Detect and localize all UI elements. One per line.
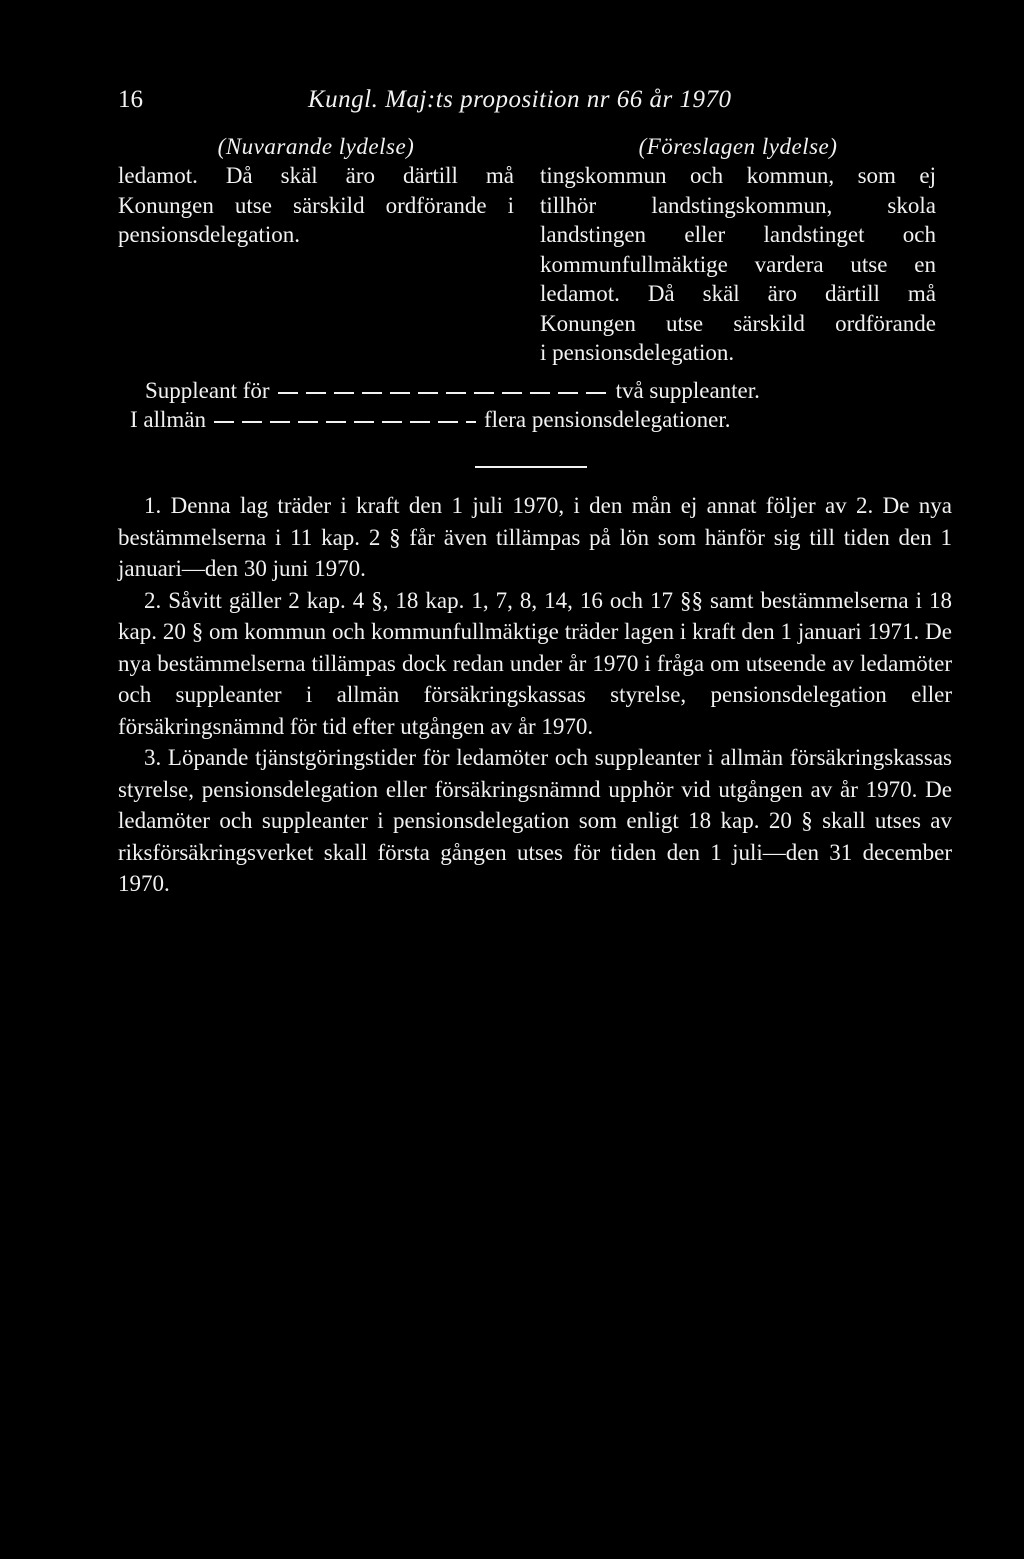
text-line: kommunfullmäktige vardera utse en [540,251,936,277]
row-end-text: flera pensionsdelegationer. [484,407,731,432]
text-line: pensionsdelegation. [118,222,301,247]
text-line: Konungen utse särskild ordförande [540,310,936,336]
text-line: ledamot. Då skäl äro därtill må [118,163,514,188]
dash-leader [278,392,608,394]
spanning-row-allman [130,405,731,434]
row-start-text: Suppleant för [145,378,270,403]
section-divider [475,466,587,468]
text-line: Konungen utse särskild ordförande i [118,192,514,218]
running-title: Kungl. Maj:ts proposition nr 66 år 1970 [308,86,732,113]
row-end-text: två suppleanter. [615,378,760,403]
page-header [118,86,918,120]
provision-paragraph: 1. Denna lag träder i kraft den 1 juli 1970, i den mån ej annat följer av 2. De nya bestämmelserna i 11 kap. 2 § får även tillämpas på lön som hänför sig till tiden den 1 januari—den 30 juni 1970. [118,493,952,581]
transitional-provisions [118,490,952,900]
column-heading-current: (Nuvarande lydelse) [217,134,415,159]
column-current-wording [118,132,514,250]
column-heading-proposed: (Föreslagen lydelse) [638,134,838,159]
text-line: landstingen eller landstinget och [540,222,936,247]
column-proposed-wording [540,132,936,368]
provision-paragraph: 3. Löpande tjänstgöringstider för ledamöter och suppleanter i allmän försäkringskassas styrelse, pensionsdelegation eller försäkringsnämnd upphör vid utgången av år 1970. De ledamöter och suppleanter i pensionsdelegation som enligt 18 kap. 20 § skall utses av riksförsäkringsverket skall första gången utses för tiden den 1 juli—den 31 december 1970. [118,745,952,896]
spanning-row-suppleant [145,376,760,405]
text-line: tingskommun och kommun, som ej [540,163,936,188]
text-line: ledamot. Då skäl äro därtill må [540,281,936,306]
text-line: i pensionsdelegation. [540,340,735,365]
text-line: tillhör landstingskommun, skola [540,192,936,218]
dash-leader [214,421,476,423]
page-number: 16 [118,86,143,113]
row-start-text: I allmän [130,407,206,432]
provision-paragraph: 2. Såvitt gäller 2 kap. 4 §, 18 kap. 1, 7, 8, 14, 16 och 17 §§ samt bestämmelserna i 18 kap. 20 § om kommun och kommunfullmäktige träder lagen i kraft den 1 januari 1971. De nya bestämmelserna tillämpas dock redan under år 1970 i fråga om utseende av ledamöter och suppleanter i allmän försäkringskassas styrelse, pensionsdelegation eller försäkringsnämnd för tid efter utgången av år 1970. [118,587,952,739]
